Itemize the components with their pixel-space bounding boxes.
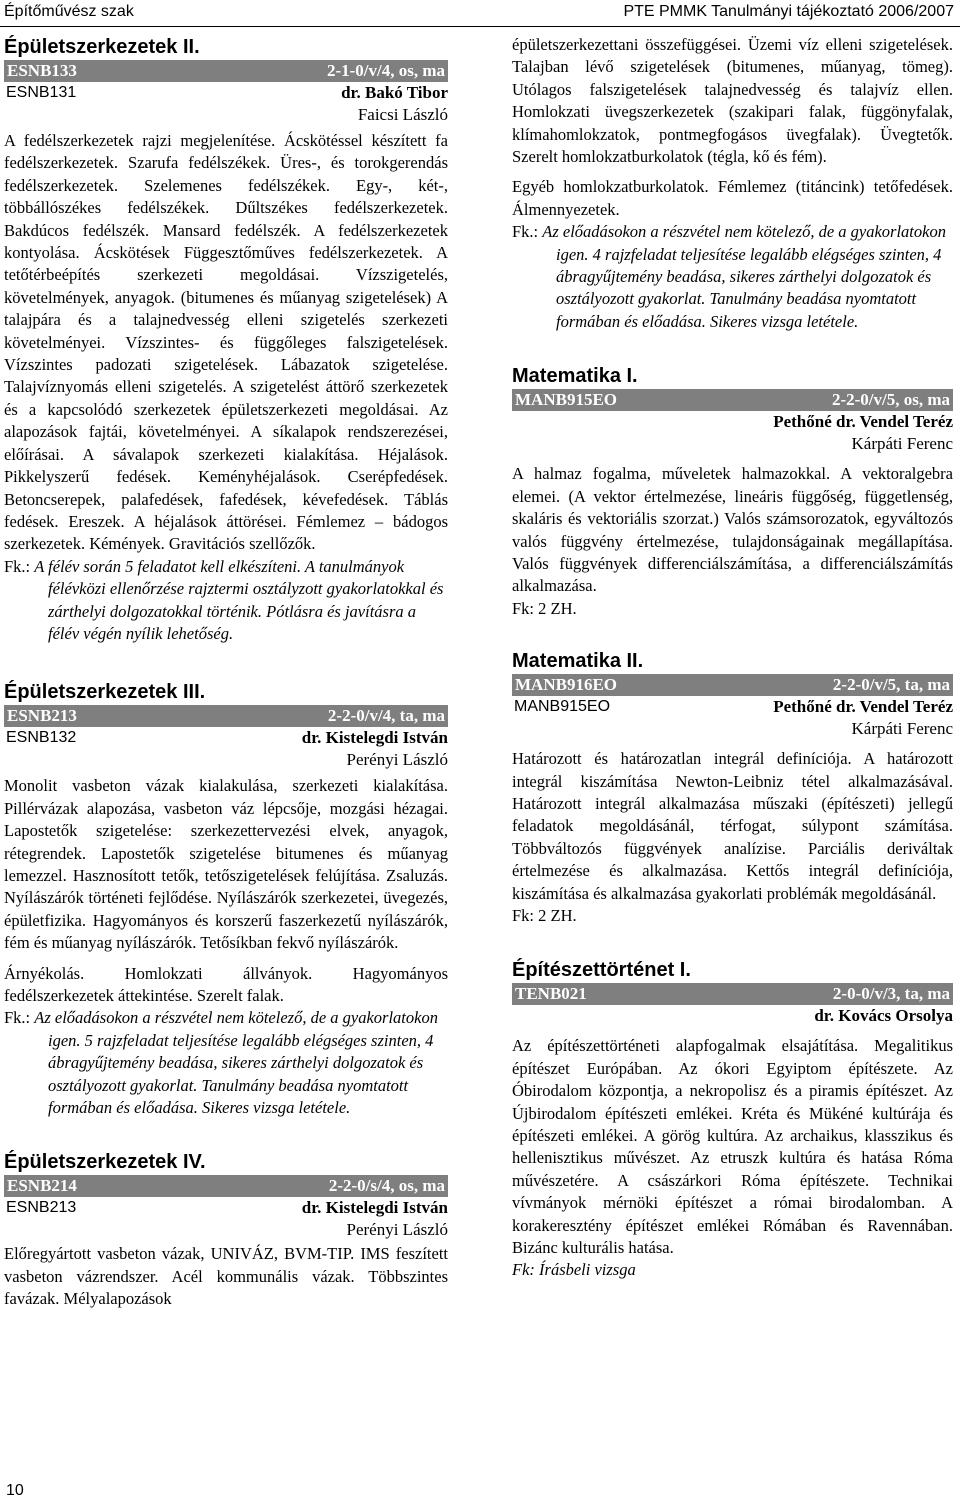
course-meta [512, 411, 953, 433]
course-code: ESNB133 [7, 61, 77, 80]
course-hours: 2-2-0/v/5, ta, ma [832, 675, 950, 695]
course-hours: 2-0-0/v/3, ta, ma [832, 984, 950, 1004]
course-prerequisite: ESNB131 [6, 84, 77, 101]
requirements-label: Fk.: [4, 1008, 31, 1028]
requirements-label: Fk.: [4, 556, 31, 576]
course-requirements [512, 221, 953, 333]
course-title: Matematika II. [512, 650, 644, 673]
course-co-lecturer: Faicsi László [357, 105, 448, 124]
course-hours: 2-2-0/s/4, os, ma [328, 1176, 445, 1196]
right-column [512, 34, 953, 1282]
page-header [0, 0, 960, 27]
course-title: Matematika I. [512, 365, 638, 388]
course-epuletszerkezetek-4 [4, 1149, 448, 1310]
course-continued [512, 34, 953, 333]
course-code: TENB021 [515, 984, 587, 1004]
course-description-2: Árnyékolás. Homlokzati állványok. Hagyományos fedélszerkezetek áttekintése. Szerelt falak. [4, 963, 448, 1005]
course-description: Monolit vasbeton vázak kialakulása, szerkezeti kialakítása. Pillérvázak alapozása, vasbeton váz lépcsője, mozgási hézagai. Lapostetők szigetelése: szerkezettervezési elvek, anyagok, rétegrendek. Lapostetők szigetelése bitumenes és műanyag lemezzel. Hasznosított tetők, tetőszigetelések felújítása. Zsaluzás. Nyílászárók történeti fejlődése. Nyílászárók szerkezetei, üvegezés, épületfizika. Hagyományos és korszerű faszerkezetű nyílászárók, fém és műanyag nyílászárók. Tetősíkban fekvő nyílászárók. [4, 776, 448, 953]
course-prerequisite: ESNB213 [6, 1199, 77, 1217]
course-meta [512, 696, 953, 718]
course-lecturer: dr. Kistelegdi István [301, 1198, 448, 1218]
course-code-bar [4, 705, 448, 727]
course-code-bar [512, 674, 953, 696]
page-number: 10 [6, 1482, 24, 1499]
course-code: MANB916EO [515, 675, 617, 695]
course-meta [512, 1005, 953, 1027]
course-matematika-1 [512, 363, 953, 620]
course-description: Határozott és határozatlan integrál definíciója. A határozott integrál kiszámítása Newton-Leibniz tétel alkalmazásával. Határozott integrál alkalmazása műszaki (építészeti) jellegű feladatok megoldásánál, térfogat, súlypont számítása. Többváltozós függvények analízise. Parciális deriváltak értelmezése és alkalmazása. Kettős integrál definíciója, kiszámítása és alkalmazása gyakorlati problémák megoldásánál. [512, 749, 953, 903]
course-lecturer: dr. Kovács Orsolya [814, 1006, 953, 1026]
course-code-bar [512, 983, 953, 1005]
course-epuletszerkezetek-2 [4, 34, 448, 645]
course-code: ESNB213 [7, 706, 77, 726]
course-lecturer: Pethőné dr. Vendel Teréz [773, 697, 953, 717]
course-epiteszettortenet-1 [512, 957, 953, 1281]
course-description-continued: épületszerkezettani összefüggései. Üzemi víz elleni szigetelések. Talajban lévő szigetelések (bitumenes, műanyag, tömeg). Utólagos falszigetelések talajnedvesség és talajvíz ellen. Homlokzati üvegszerkezetek (szakipari falak, függönyfalak, klímahomlokzatok, pontmegfogásos üvegfalak). Üvegtetők. Szerelt homlokzatburkolatok (tégla, kő és fém). [512, 35, 953, 167]
course-code-bar [4, 1175, 448, 1197]
course-title: Épületszerkezetek II. [4, 36, 200, 58]
course-meta [4, 82, 448, 104]
left-column [4, 34, 448, 1311]
course-description: Az építészettörténeti alapfogalmak elsajátítása. Megalitikus építészet Európában. Az ókori Egyiptom építészete. Az Óbirodalom központja, a nekropolisz és a piramis építészet. Az Újbirodalom építészeti emlékei. Kréta és Mükéné kultúrája és építészeti emlékei. A görög kultúra. Az archaikus, klasszikus és hellenisztikus művészet. Az etruszk kultúra és hatása Róma művészetére. A császárkori Róma építészete. Technikai vívmányok mérnöki építészet a római birodalomban. A korakeresztény építészet emlékei Rómában és Ravennában. Bizánc kulturális hatása. [512, 1036, 953, 1258]
course-lecturer: Pethőné dr. Vendel Teréz [773, 412, 953, 432]
requirements-text: A félév során 5 feladatot kell elkészíteni. A tanulmányok félévközi ellenőrzése rajztermi osztályzott gyakorlatokkal és zárthelyi dolgozatokkal történik. Pótlásra és javításra a félév végén nyílik lehetőség. [34, 556, 444, 643]
course-requirements [4, 1007, 448, 1119]
course-lecturer: dr. Kistelegdi István [301, 728, 448, 748]
course-hours: 2-2-0/v/5, os, ma [831, 390, 950, 410]
course-requirements [4, 556, 448, 646]
course-code-bar [512, 389, 953, 411]
course-code: MANB915EO [515, 390, 617, 410]
course-requirements: Fk: 2 ZH. [512, 905, 577, 925]
course-title: Épületszerkezetek III. [4, 681, 206, 704]
course-hours: 2-1-0/v/4, os, ma [326, 61, 445, 80]
requirements-text: Az előadásokon a részvétel nem kötelező, de a gyakorlatokon igen. 4 rajzfeladat teljesítése legalább elégséges szinten, 4 ábragyűjtemény beadása, sikeres zárthelyi dolgozatok és osztályozott gyakorlat. Tanulmány beadása nyomtatott formában és előadása. Sikeres vizsga letétele. [542, 222, 946, 331]
course-requirements: Fk: Írásbeli vizsga [512, 1260, 636, 1280]
course-epuletszerkezetek-3 [4, 679, 448, 1119]
course-meta [4, 1197, 448, 1219]
course-code: ESNB214 [7, 1176, 77, 1196]
course-description: Előregyártott vasbeton vázak, UNIVÁZ, BVM-TIP. IMS feszített vasbeton vázrendszer. Acél kommunális vázak. Többszintes favázak. Mélyalapozások [4, 1244, 448, 1309]
course-code-bar [4, 60, 448, 82]
course-lecturer: dr. Bakó Tibor [341, 83, 448, 102]
course-meta [4, 727, 448, 749]
course-co-lecturer: Kárpáti Ferenc [851, 434, 953, 454]
course-requirements: Fk: 2 ZH. [512, 598, 577, 618]
course-hours: 2-2-0/v/4, ta, ma [327, 706, 445, 726]
header-program: Építőművész szak [4, 3, 134, 20]
course-description: A halmaz fogalma, műveletek halmazokkal. A vektoralgebra elemei. (A vektor értelmezése, lineáris függőség, függetlenség, skaláris és vektoriális szorzat.) Valós számsorozatok, egyváltozós valós függvény értelmezése, tulajdonságainak megállapítása. Valós függvények differenciálszámítása, a differenciálszámítás alkalmazása. [512, 464, 953, 596]
course-co-lecturer: Perényi László [346, 1220, 448, 1240]
course-title: Építészettörténet I. [512, 959, 691, 982]
requirements-text: Az előadásokon a részvétel nem kötelező, de a gyakorlatokon igen. 5 rajzfeladat teljesítése legalább elégséges szinten, 4 ábragyűjtemény beadása, sikeres zárthelyi dolgozatok és osztályozott gyakorlat. Tanulmány beadása nyomtatott formában és előadása. Sikeres vizsga letétele. [34, 1008, 438, 1118]
course-prerequisite: MANB915EO [514, 698, 611, 716]
header-publication: PTE PMMK Tanulmányi tájékoztató 2006/2007 [623, 3, 954, 20]
course-co-lecturer: Perényi László [346, 750, 448, 770]
course-description-2: Egyéb homlokzatburkolatok. Fémlemez (titáncink) tetőfedések. Álmennyezetek. [512, 177, 953, 219]
course-title: Épületszerkezetek IV. [4, 1151, 206, 1174]
course-prerequisite: ESNB132 [6, 729, 77, 747]
course-matematika-2 [512, 648, 953, 927]
course-description: A fedélszerkezetek rajzi megjelenítése. Ácskötéssel készített fa fedélszerkezetek. Szarufa fedélszékek. Üres-, és torokgerendás fedélszerkezetek. Szelemenes fedélszékek. Egy-, két-, többállószékes fedélszékek. Dűltszékes fedélszerkezetek. Bakdúcos fedélszék. Mansard fedélszék. A fedélszerkezetek kontyolása. Ácskötések Függesztőműves fedélszerkezetek. A tetőtérbeépítés szerkezeti megoldásai. Vízszigetelés, követelmények, anyagok. (bitumenes és műanyag szigetelések) A talajpára és a talajnedvesség elleni szigetelés szerkezeti követelményei. Vízszintes- és függőleges falszigetelések. Vízszintes padozati szigetelések. Lábazatok szigetelése. Talajvíznyomás elleni szigetelés. A szigetelést áttörő szerkezetek és a kapcsolódó szerkezetek épületszerkezeti megoldásai. Az alapozások fajtái, követelményei. A síkalapok rendszerezései, előírásai. A sávalapok szerkezeti kialakítása. Héjalások. Pikkelyszerű fedések. Keményhéjalások. Cserépfedések. Betoncserepek, palafedések, fafedések, kévefedések. Táblás fedések. Ereszek. A héjalások áttörései. Fémlemez – bádogos szerkezetek. Kémények. Gravitációs szellőzők. [4, 131, 448, 554]
requirements-label: Fk.: [512, 222, 539, 242]
course-co-lecturer: Kárpáti Ferenc [851, 719, 953, 739]
